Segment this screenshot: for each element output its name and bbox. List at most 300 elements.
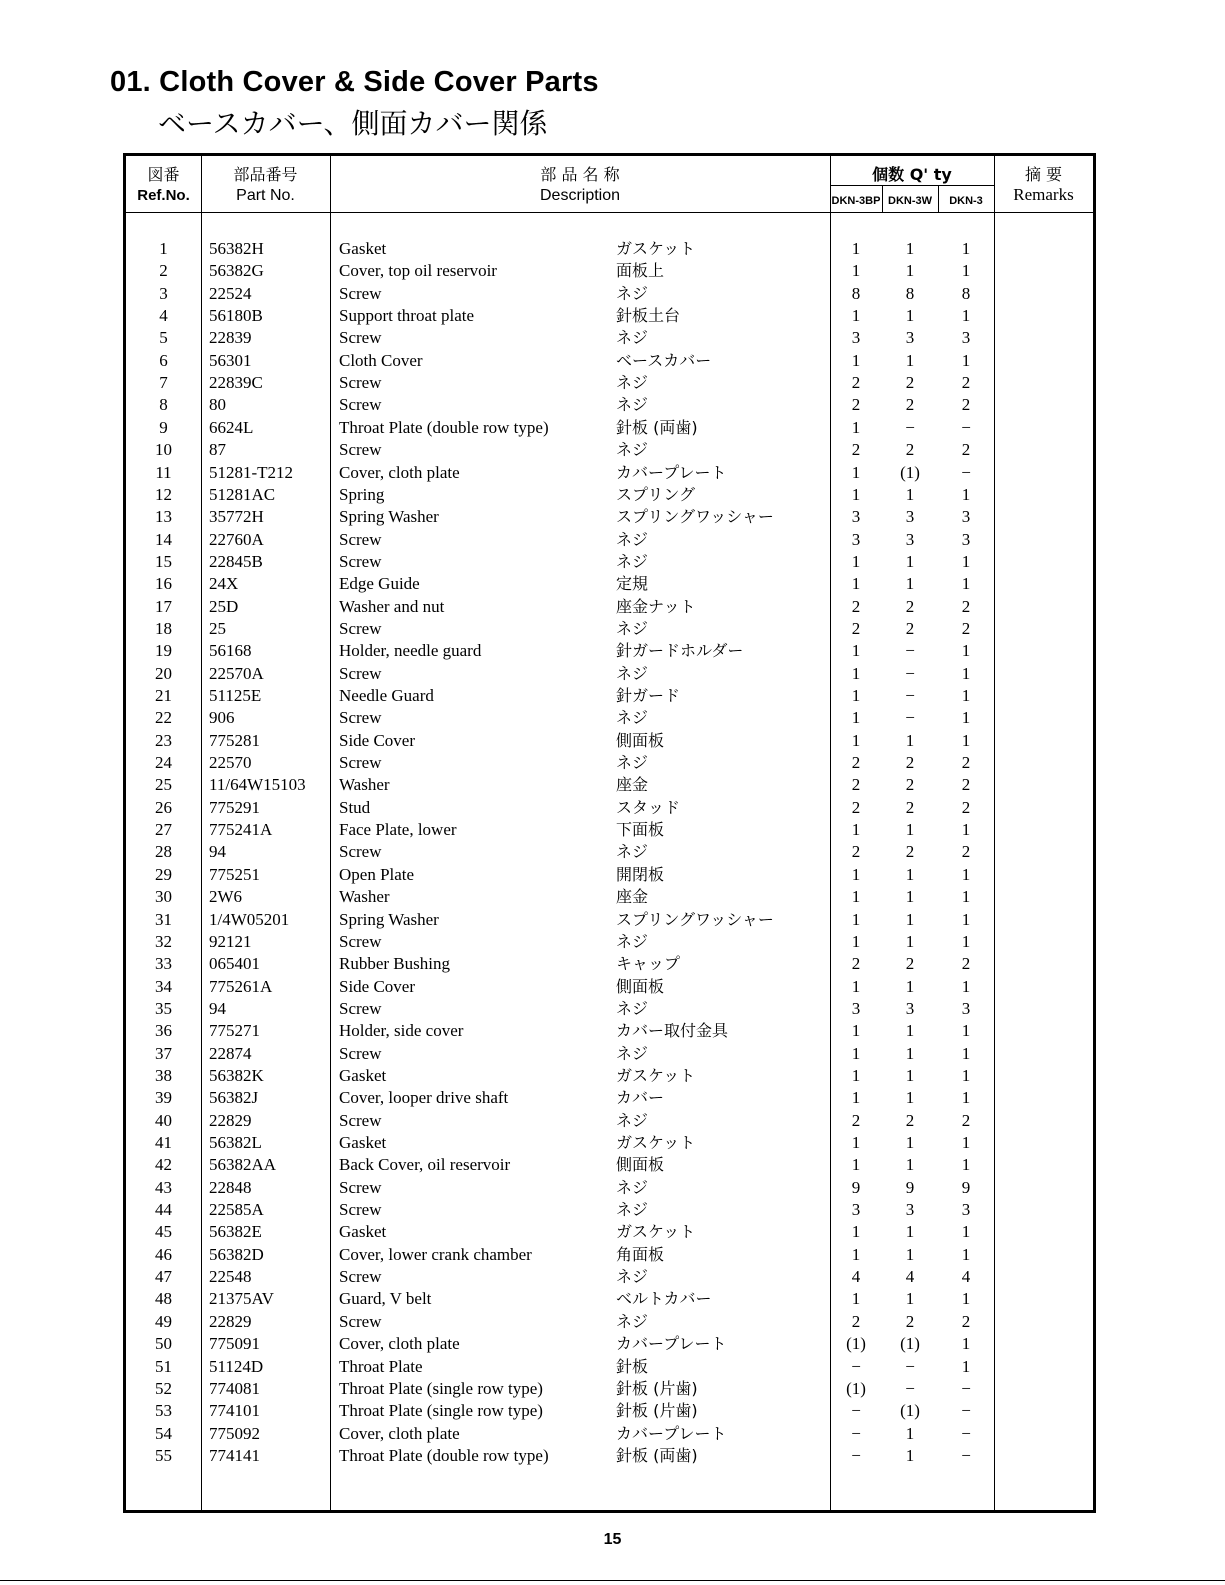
- part-no-cell: 56168: [209, 641, 252, 661]
- part-no-cell: 24X: [209, 574, 239, 594]
- description-jp-cell: 針板 (両歯): [616, 1445, 698, 1465]
- description-jp-cell: 針板土台: [616, 306, 681, 326]
- qty-dkn3w-cell: 1: [905, 1133, 915, 1152]
- qty-dkn3-cell: 1: [961, 484, 971, 504]
- qty-dkn3-cell: 1: [961, 820, 971, 840]
- description-jp-cell: 針板: [616, 1356, 649, 1376]
- table-row: [126, 909, 1093, 931]
- part-no-cell: 11/64W15103: [209, 775, 306, 795]
- qty-dkn3bp-cell: 2: [851, 753, 861, 773]
- header-remarks-en: Remarks: [1013, 185, 1074, 204]
- table-row: [126, 305, 1093, 327]
- qty-dkn3-cell: 1: [961, 1043, 971, 1063]
- description-cell: Washer: [339, 887, 390, 907]
- qty-dkn3-cell: 1: [961, 909, 971, 929]
- qty-dkn3-cell: 2: [961, 797, 971, 817]
- qty-dkn3-cell: 2: [961, 1311, 971, 1331]
- description-cell: Face Plate, lower: [339, 820, 457, 840]
- description-jp-cell: 座金ナット: [616, 596, 696, 616]
- part-no-cell: 22585A: [209, 1200, 264, 1220]
- description-jp-cell: ネジ: [616, 440, 649, 460]
- part-no-cell: 94: [209, 842, 226, 862]
- qty-dkn3-cell: 1: [961, 864, 971, 884]
- part-no-cell: 35772H: [209, 507, 264, 527]
- table-row: [126, 685, 1093, 707]
- part-no-cell: 56301: [209, 350, 252, 370]
- description-cell: Spring: [339, 484, 385, 504]
- description-cell: Screw: [339, 663, 382, 683]
- description-jp-cell: 針板 (両歯): [616, 417, 698, 437]
- ref-no-cell: 34: [155, 976, 172, 996]
- qty-dkn3w-cell: 1: [905, 976, 915, 996]
- description-jp-cell: ベースカバー: [616, 350, 712, 370]
- qty-dkn3-cell: 2: [961, 1110, 971, 1130]
- description-cell: Cover, cloth plate: [339, 1423, 460, 1443]
- description-cell: Needle Guard: [339, 686, 434, 705]
- qty-dkn3-cell: 1: [961, 350, 971, 370]
- qty-dkn3bp-cell: 1: [851, 887, 861, 907]
- qty-dkn3-cell: 9: [961, 1177, 971, 1197]
- description-jp-cell: カバープレート: [616, 1423, 727, 1443]
- part-no-cell: 56382L: [209, 1133, 262, 1152]
- qty-dkn3-cell: 1: [961, 306, 971, 326]
- table-row: [126, 953, 1093, 975]
- ref-no-cell: 25: [155, 775, 172, 795]
- description-cell: Guard, V belt: [339, 1289, 432, 1309]
- description-cell: Screw: [339, 1267, 382, 1287]
- ref-no-cell: 16: [155, 574, 172, 594]
- part-no-cell: 22524: [209, 283, 252, 303]
- ref-no-cell: 2: [159, 261, 168, 281]
- description-cell: Throat Plate (single row type): [339, 1401, 543, 1421]
- part-no-cell: 065401: [209, 954, 260, 974]
- part-no-cell: 22548: [209, 1267, 252, 1287]
- table-row: [126, 752, 1093, 774]
- qty-dkn3w-cell: 1: [905, 1244, 915, 1264]
- description-cell: Cover, cloth plate: [339, 1334, 460, 1354]
- qty-dkn3w-cell: 2: [905, 596, 915, 616]
- qty-dkn3w-cell: 1: [905, 1289, 915, 1309]
- ref-no-cell: 38: [155, 1065, 172, 1085]
- ref-no-cell: 54: [155, 1423, 172, 1443]
- qty-dkn3bp-cell: 1: [851, 417, 861, 437]
- qty-dkn3bp-cell: 2: [851, 797, 861, 817]
- ref-no-cell: 55: [155, 1445, 172, 1465]
- part-no-cell: 22829: [209, 1110, 252, 1130]
- qty-dkn3bp-cell: 2: [851, 618, 861, 638]
- qty-dkn3w-cell: 1: [905, 864, 915, 884]
- ref-no-cell: 27: [155, 820, 172, 840]
- description-jp-cell: ネジ: [616, 1311, 649, 1331]
- table-row: [126, 931, 1093, 953]
- qty-dkn3bp-cell: 9: [851, 1177, 861, 1197]
- ref-no-cell: 41: [155, 1133, 172, 1152]
- description-cell: Rubber Bushing: [339, 954, 450, 974]
- description-jp-cell: ネジ: [616, 663, 649, 683]
- qty-dkn3-cell: 1: [961, 976, 971, 996]
- qty-dkn3bp-cell: 2: [851, 440, 861, 460]
- part-no-cell: 22848: [209, 1177, 252, 1197]
- ref-no-cell: 31: [155, 909, 172, 929]
- qty-dkn3w-cell: −: [905, 708, 915, 728]
- description-jp-cell: ネジ: [616, 618, 649, 638]
- part-no-cell: 774141: [209, 1445, 260, 1465]
- description-jp-cell: 定規: [616, 574, 649, 594]
- part-no-cell: 22874: [209, 1043, 252, 1063]
- qty-dkn3-cell: −: [961, 1445, 971, 1465]
- table-row: [126, 841, 1093, 863]
- qty-dkn3bp-cell: 2: [851, 596, 861, 616]
- description-jp-cell: スプリングワッシャー: [616, 507, 774, 527]
- qty-dkn3bp-cell: 1: [851, 350, 861, 370]
- qty-dkn3w-cell: 2: [905, 954, 915, 974]
- qty-dkn3w-cell: 2: [905, 1311, 915, 1331]
- qty-dkn3w-cell: 1: [905, 551, 915, 571]
- header-part-en: Part No.: [236, 187, 295, 204]
- description-jp-cell: 開閉板: [616, 864, 665, 884]
- description-cell: Edge Guide: [339, 574, 420, 594]
- table-row: [126, 350, 1093, 372]
- qty-dkn3-cell: 1: [961, 641, 971, 661]
- qty-dkn3w-cell: 1: [905, 239, 915, 258]
- ref-no-cell: 47: [155, 1267, 172, 1287]
- description-jp-cell: ネジ: [616, 283, 649, 303]
- qty-dkn3bp-cell: 3: [851, 507, 861, 527]
- table-row: [126, 998, 1093, 1020]
- qty-dkn3bp-cell: 3: [851, 328, 861, 348]
- description-cell: Stud: [339, 797, 371, 817]
- ref-no-cell: 36: [155, 1021, 172, 1041]
- qty-dkn3bp-cell: −: [851, 1445, 861, 1465]
- qty-dkn3bp-cell: 1: [851, 1289, 861, 1309]
- header-qty-dkn3bp: DKN-3BP: [831, 195, 881, 207]
- description-jp-cell: ネジ: [616, 551, 649, 571]
- description-jp-cell: カバー: [616, 1088, 665, 1108]
- qty-dkn3w-cell: 1: [905, 1155, 915, 1175]
- qty-dkn3bp-cell: 1: [851, 820, 861, 840]
- qty-dkn3bp-cell: 1: [851, 551, 861, 571]
- qty-dkn3w-cell: 3: [905, 529, 915, 549]
- qty-dkn3bp-cell: 1: [851, 261, 861, 281]
- qty-dkn3w-cell: 3: [905, 507, 915, 527]
- description-jp-cell: 下面板: [616, 820, 665, 840]
- description-cell: Side Cover: [339, 976, 416, 996]
- description-cell: Spring Washer: [339, 507, 439, 527]
- description-cell: Screw: [339, 1311, 382, 1331]
- qty-dkn3w-cell: 3: [905, 998, 915, 1018]
- description-jp-cell: 角面板: [616, 1244, 665, 1264]
- description-jp-cell: カバー取付金具: [616, 1021, 729, 1041]
- qty-dkn3-cell: 1: [961, 1334, 971, 1354]
- qty-dkn3-cell: 2: [961, 440, 971, 460]
- table-row: [126, 238, 1093, 260]
- part-no-cell: 56382J: [209, 1088, 259, 1108]
- qty-dkn3bp-cell: 1: [851, 976, 861, 996]
- qty-dkn3bp-cell: 8: [851, 283, 861, 303]
- part-no-cell: 25: [209, 618, 226, 638]
- part-no-cell: 2W6: [209, 887, 243, 907]
- ref-no-cell: 13: [155, 507, 172, 527]
- table-row: [126, 1244, 1093, 1266]
- description-jp-cell: カバープレート: [616, 1334, 727, 1354]
- qty-dkn3-cell: 1: [961, 1289, 971, 1309]
- ref-no-cell: 44: [155, 1200, 172, 1220]
- qty-dkn3-cell: 1: [961, 1356, 971, 1376]
- header-ref-en: Ref.No.: [137, 187, 190, 204]
- description-cell: Gasket: [339, 1222, 387, 1242]
- ref-no-cell: 40: [155, 1110, 172, 1130]
- ref-no-cell: 19: [155, 641, 172, 661]
- qty-dkn3-cell: 1: [961, 730, 971, 750]
- qty-dkn3bp-cell: 2: [851, 1110, 861, 1130]
- qty-dkn3-cell: 2: [961, 775, 971, 795]
- description-cell: Cloth Cover: [339, 350, 423, 370]
- qty-dkn3bp-cell: −: [851, 1423, 861, 1443]
- table-row: [126, 1311, 1093, 1333]
- qty-dkn3-cell: −: [961, 1378, 971, 1398]
- part-no-cell: 21375AV: [209, 1289, 274, 1309]
- qty-dkn3bp-cell: 2: [851, 842, 861, 862]
- part-no-cell: 775251: [209, 864, 260, 884]
- header-part-jp: 部品番号: [233, 165, 298, 184]
- qty-dkn3bp-cell: 3: [851, 529, 861, 549]
- description-jp-cell: ネジ: [616, 998, 649, 1018]
- description-cell: Screw: [339, 395, 382, 415]
- qty-dkn3-cell: 3: [961, 998, 971, 1018]
- description-jp-cell: ネジ: [616, 395, 649, 415]
- table-row: [126, 1043, 1093, 1065]
- table-row: [126, 864, 1093, 886]
- description-jp-cell: ネジ: [616, 373, 649, 393]
- description-jp-cell: ネジ: [616, 931, 649, 951]
- qty-dkn3w-cell: 2: [905, 1110, 915, 1130]
- part-no-cell: 51281AC: [209, 484, 276, 504]
- description-jp-cell: ガスケット: [616, 239, 696, 258]
- ref-no-cell: 6: [159, 350, 168, 370]
- page-subtitle: ベースカバー、側面カバー関係: [158, 107, 548, 140]
- qty-dkn3-cell: 1: [961, 887, 971, 907]
- qty-dkn3w-cell: 1: [905, 261, 915, 281]
- qty-dkn3bp-cell: 1: [851, 931, 861, 951]
- qty-dkn3w-cell: 1: [905, 730, 915, 750]
- table-row: [126, 618, 1093, 640]
- qty-dkn3bp-cell: 3: [851, 998, 861, 1018]
- ref-no-cell: 37: [155, 1043, 172, 1063]
- part-no-cell: 22829: [209, 1311, 252, 1331]
- description-cell: Screw: [339, 708, 382, 728]
- table-row: [126, 1266, 1093, 1288]
- qty-dkn3-cell: 1: [961, 686, 971, 705]
- table-row: [126, 1154, 1093, 1176]
- part-no-cell: 22570: [209, 753, 252, 773]
- ref-no-cell: 49: [155, 1311, 172, 1331]
- description-cell: Screw: [339, 618, 382, 638]
- description-cell: Cover, top oil reservoir: [339, 261, 497, 281]
- ref-no-cell: 9: [159, 417, 168, 437]
- qty-dkn3bp-cell: 1: [851, 1043, 861, 1063]
- table-row: [126, 484, 1093, 506]
- table-row: [126, 1423, 1093, 1445]
- qty-dkn3-cell: 4: [961, 1267, 971, 1287]
- qty-dkn3-cell: 2: [961, 373, 971, 393]
- qty-dkn3-cell: −: [961, 1401, 971, 1421]
- part-no-cell: 94: [209, 998, 226, 1018]
- table-row: [126, 1378, 1093, 1400]
- qty-dkn3bp-cell: 2: [851, 395, 861, 415]
- part-no-cell: 775291: [209, 797, 260, 817]
- qty-header-divider: [830, 185, 994, 186]
- page-number: 15: [603, 1531, 622, 1548]
- qty-dkn3w-cell: −: [905, 1378, 915, 1398]
- description-jp-cell: ネジ: [616, 328, 649, 348]
- qty-dkn3bp-cell: 2: [851, 954, 861, 974]
- table-row: [126, 551, 1093, 573]
- ref-no-cell: 22: [155, 708, 172, 728]
- part-no-cell: 775092: [209, 1423, 260, 1443]
- qty-dkn3w-cell: (1): [900, 1401, 920, 1421]
- part-no-cell: 92121: [209, 931, 252, 951]
- ref-no-cell: 14: [155, 529, 172, 549]
- part-no-cell: 22839C: [209, 373, 263, 393]
- table-row: [126, 596, 1093, 618]
- header-qty: 個数 Q' ty: [872, 165, 952, 184]
- table-row: [126, 1065, 1093, 1087]
- qty-dkn3bp-cell: (1): [846, 1378, 866, 1398]
- qty-dkn3w-cell: −: [905, 1356, 915, 1376]
- description-jp-cell: 側面板: [616, 976, 665, 996]
- qty-dkn3-cell: 1: [961, 551, 971, 571]
- table-row: [126, 774, 1093, 796]
- qty-dkn3bp-cell: 1: [851, 306, 861, 326]
- table-row: [126, 1221, 1093, 1243]
- description-jp-cell: 側面板: [616, 730, 665, 750]
- qty-dkn3-cell: 1: [961, 1065, 971, 1085]
- ref-no-cell: 11: [155, 462, 172, 482]
- qty-dkn3bp-cell: 1: [851, 239, 861, 258]
- qty-dkn3-cell: −: [961, 462, 971, 482]
- part-no-cell: 22839: [209, 328, 252, 348]
- qty-dkn3w-cell: 9: [905, 1177, 915, 1197]
- table-row: [126, 394, 1093, 416]
- qty-dkn3-cell: 3: [961, 507, 971, 527]
- ref-no-cell: 1: [159, 239, 168, 258]
- description-cell: Holder, side cover: [339, 1021, 464, 1041]
- qty-dkn3bp-cell: 4: [851, 1267, 861, 1287]
- description-jp-cell: 針ガード: [616, 686, 681, 705]
- header-ref-jp: 図番: [147, 165, 180, 184]
- description-jp-cell: ネジ: [616, 753, 649, 773]
- qty-dkn3w-cell: 4: [905, 1267, 915, 1287]
- description-jp-cell: ネジ: [616, 1177, 649, 1197]
- description-cell: Cover, looper drive shaft: [339, 1088, 509, 1108]
- qty-dkn3bp-cell: 1: [851, 574, 861, 594]
- header-remarks-jp: 摘 要: [1024, 165, 1063, 184]
- qty-dkn3-cell: 1: [961, 1155, 971, 1175]
- ref-no-cell: 4: [159, 306, 168, 326]
- table-row: [126, 506, 1093, 528]
- qty-dkn3w-cell: 1: [905, 306, 915, 326]
- ref-no-cell: 18: [155, 618, 172, 638]
- qty-dkn3-cell: 1: [961, 931, 971, 951]
- description-jp-cell: ネジ: [616, 1200, 649, 1220]
- qty-dkn3w-cell: −: [905, 663, 915, 683]
- description-cell: Screw: [339, 551, 382, 571]
- ref-no-cell: 42: [155, 1155, 172, 1175]
- part-no-cell: 56180B: [209, 306, 263, 326]
- ref-no-cell: 35: [155, 998, 172, 1018]
- qty-dkn3-cell: 3: [961, 529, 971, 549]
- description-jp-cell: 針ガードホルダー: [616, 641, 744, 661]
- qty-dkn3bp-cell: 1: [851, 1133, 861, 1152]
- ref-no-cell: 17: [155, 596, 172, 616]
- description-jp-cell: 針板 (片歯): [616, 1378, 698, 1398]
- qty-dkn3w-cell: −: [905, 686, 915, 705]
- part-no-cell: 51125E: [209, 686, 262, 705]
- description-jp-cell: ネジ: [616, 842, 649, 862]
- qty-dkn3w-cell: 1: [905, 1445, 915, 1465]
- header-desc-jp: 部 品 名 称: [540, 165, 620, 184]
- part-no-cell: 6624L: [209, 417, 254, 437]
- qty-dkn3bp-cell: 1: [851, 1021, 861, 1041]
- table-row: [126, 327, 1093, 349]
- qty-dkn3bp-cell: 1: [851, 663, 861, 683]
- part-no-cell: 775091: [209, 1334, 260, 1354]
- ref-no-cell: 3: [159, 283, 168, 303]
- qty-dkn3w-cell: 3: [905, 328, 915, 348]
- ref-no-cell: 20: [155, 663, 172, 683]
- description-jp-cell: スプリング: [616, 484, 696, 504]
- description-cell: Screw: [339, 1110, 382, 1130]
- part-no-cell: 51281-T212: [209, 462, 294, 482]
- qty-dkn3bp-cell: 1: [851, 1065, 861, 1085]
- part-no-cell: 1/4W05201: [209, 909, 290, 929]
- part-no-cell: 56382AA: [209, 1155, 277, 1175]
- qty-dkn3w-cell: 1: [905, 484, 915, 504]
- description-cell: Side Cover: [339, 730, 416, 750]
- description-cell: Throat Plate (double row type): [339, 1445, 549, 1465]
- description-jp-cell: ネジ: [616, 529, 649, 549]
- qty-dkn3w-cell: (1): [900, 1334, 920, 1354]
- description-jp-cell: ネジ: [616, 1043, 649, 1063]
- description-cell: Throat Plate: [339, 1356, 423, 1376]
- table-row: [126, 1177, 1093, 1199]
- header-divider: [126, 212, 1093, 213]
- qty-dkn3w-cell: 1: [905, 574, 915, 594]
- bottom-rule: [0, 1580, 1225, 1581]
- table-row: [126, 640, 1093, 662]
- description-jp-cell: ガスケット: [616, 1133, 696, 1152]
- ref-no-cell: 52: [155, 1378, 172, 1398]
- qty-dkn3-cell: −: [961, 1423, 971, 1443]
- ref-no-cell: 45: [155, 1222, 172, 1242]
- qty-dkn3bp-cell: 2: [851, 373, 861, 393]
- part-no-cell: 87: [209, 440, 226, 460]
- part-no-cell: 22845B: [209, 551, 263, 571]
- description-cell: Screw: [339, 283, 382, 303]
- qty-dkn3w-cell: 1: [905, 1222, 915, 1242]
- qty-dkn3-cell: 1: [961, 239, 971, 258]
- qty-dkn3-cell: 2: [961, 395, 971, 415]
- ref-no-cell: 15: [155, 551, 172, 571]
- part-no-cell: 906: [209, 708, 235, 728]
- part-no-cell: 56382E: [209, 1222, 262, 1242]
- qty-dkn3w-cell: 1: [905, 1043, 915, 1063]
- description-jp-cell: ネジ: [616, 1267, 649, 1287]
- part-no-cell: 775241A: [209, 820, 273, 840]
- table-row: [126, 417, 1093, 439]
- qty-dkn3bp-cell: 1: [851, 641, 861, 661]
- qty-dkn3bp-cell: −: [851, 1356, 861, 1376]
